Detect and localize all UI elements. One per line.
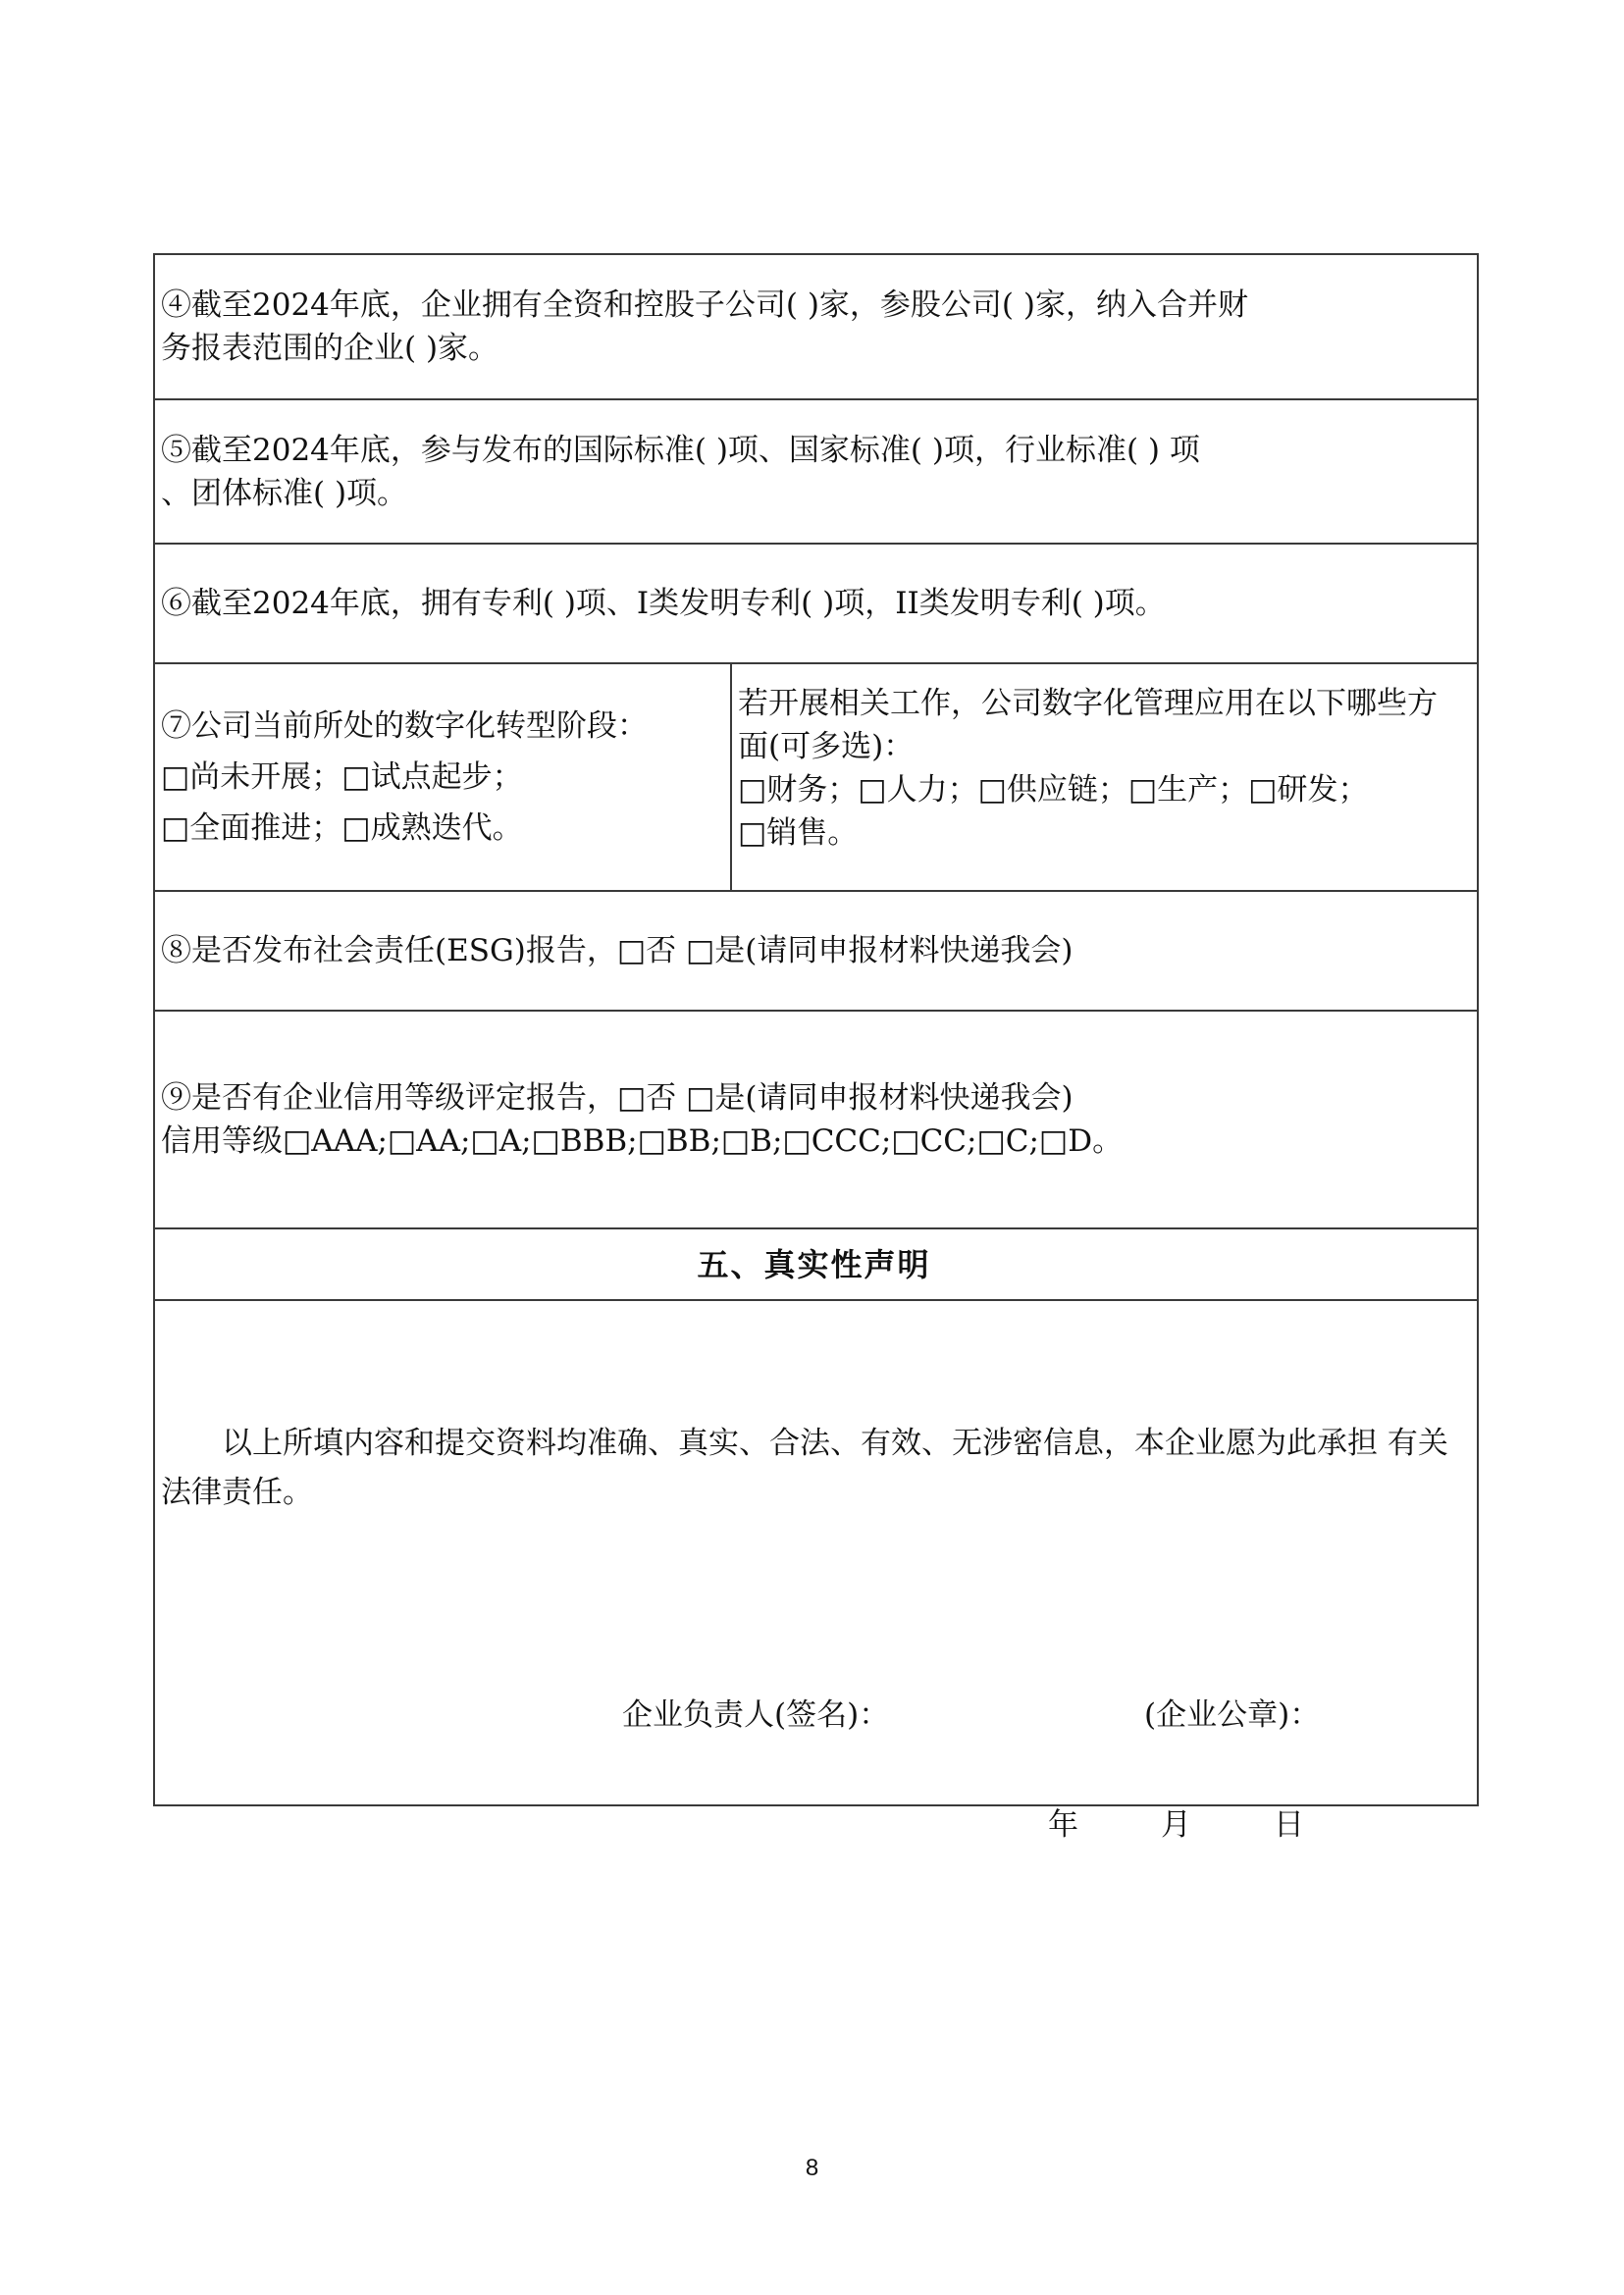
declaration-cell [154, 1300, 1478, 1843]
day-label: 日 [1274, 1807, 1304, 1843]
seal-label: (企业公章)： [1144, 1697, 1321, 1733]
declaration-text: 以上所填内容和提交资料均准确、真实、合法、有效、无涉密信息，本企业愿为此承担 有关法律责任。 [161, 1426, 1448, 1510]
item5-line1: ⑤截至2024年底，参与发布的国际标准( )项、国家标准( )项，行业标准( ) 项 [161, 432, 1200, 468]
section5-title: 五、真实性声明 [154, 1228, 1478, 1300]
application-form-table [153, 253, 1479, 1843]
item9-cell [154, 1011, 1478, 1228]
table-row-item5 [154, 399, 1478, 544]
table-row-item4 [154, 254, 1478, 399]
table-row-item8 [154, 891, 1478, 1011]
date-line [1048, 1803, 1387, 1847]
table-row-item9 [154, 1011, 1478, 1228]
item7-right-title-1: 若开展相关工作，公司数字化管理应用在以下哪些方 [738, 686, 1438, 721]
item7-stage-options-1: □尚未开展；□试点起步； [161, 759, 523, 795]
item7-right-cell [731, 663, 1478, 891]
declaration-paragraph [161, 1419, 1456, 1517]
table-row-section-title [154, 1228, 1478, 1300]
item7-right-title-2: 面(可多选)： [738, 729, 915, 764]
table-row-item6 [154, 544, 1478, 663]
item4-line2: 务报表范围的企业( )家。 [161, 331, 499, 366]
page-number: 8 [805, 2155, 819, 2181]
month-label: 月 [1161, 1807, 1191, 1843]
item7-left-title: ⑦公司当前所处的数字化转型阶段： [161, 708, 648, 744]
table-row-item7 [154, 663, 1478, 891]
signature-label: 企业负责人(签名)： [622, 1697, 890, 1733]
item7-stage-options-2: □全面推进；□成熟迭代。 [161, 810, 523, 846]
item9-line2: 信用等级□AAA;□AA;□A;□BBB;□BB;□B;□CCC;□CC;□C;□D。 [161, 1123, 1124, 1159]
item7-area-options-2: □销售。 [738, 815, 859, 851]
item4-cell [154, 254, 1478, 399]
item7-area-options-1: □财务；□人力；□供应链；□生产；□研发； [738, 772, 1369, 808]
item7-left-cell [154, 663, 731, 891]
item6-line1: ⑥截至2024年底，拥有专利( )项、I类发明专利( )项，II类发明专利( )项。 [161, 586, 1166, 621]
item8-line1: ⑧是否发布社会责任(ESG)报告，□否 □是(请同申报材料快递我会) [161, 933, 1074, 968]
item4-line1: ④截至2024年底，企业拥有全资和控股子公司( )家，参股公司( )家，纳入合并财 [161, 287, 1248, 323]
item9-line1: ⑨是否有企业信用等级评定报告，□否 □是(请同申报材料快递我会) [161, 1080, 1074, 1116]
item8-cell [154, 891, 1478, 1011]
table-row-declaration [154, 1300, 1478, 1805]
item5-cell [154, 399, 1478, 544]
item5-line2: 、团体标准( )项。 [161, 475, 408, 511]
item6-cell [154, 544, 1478, 663]
year-label: 年 [1048, 1807, 1078, 1843]
